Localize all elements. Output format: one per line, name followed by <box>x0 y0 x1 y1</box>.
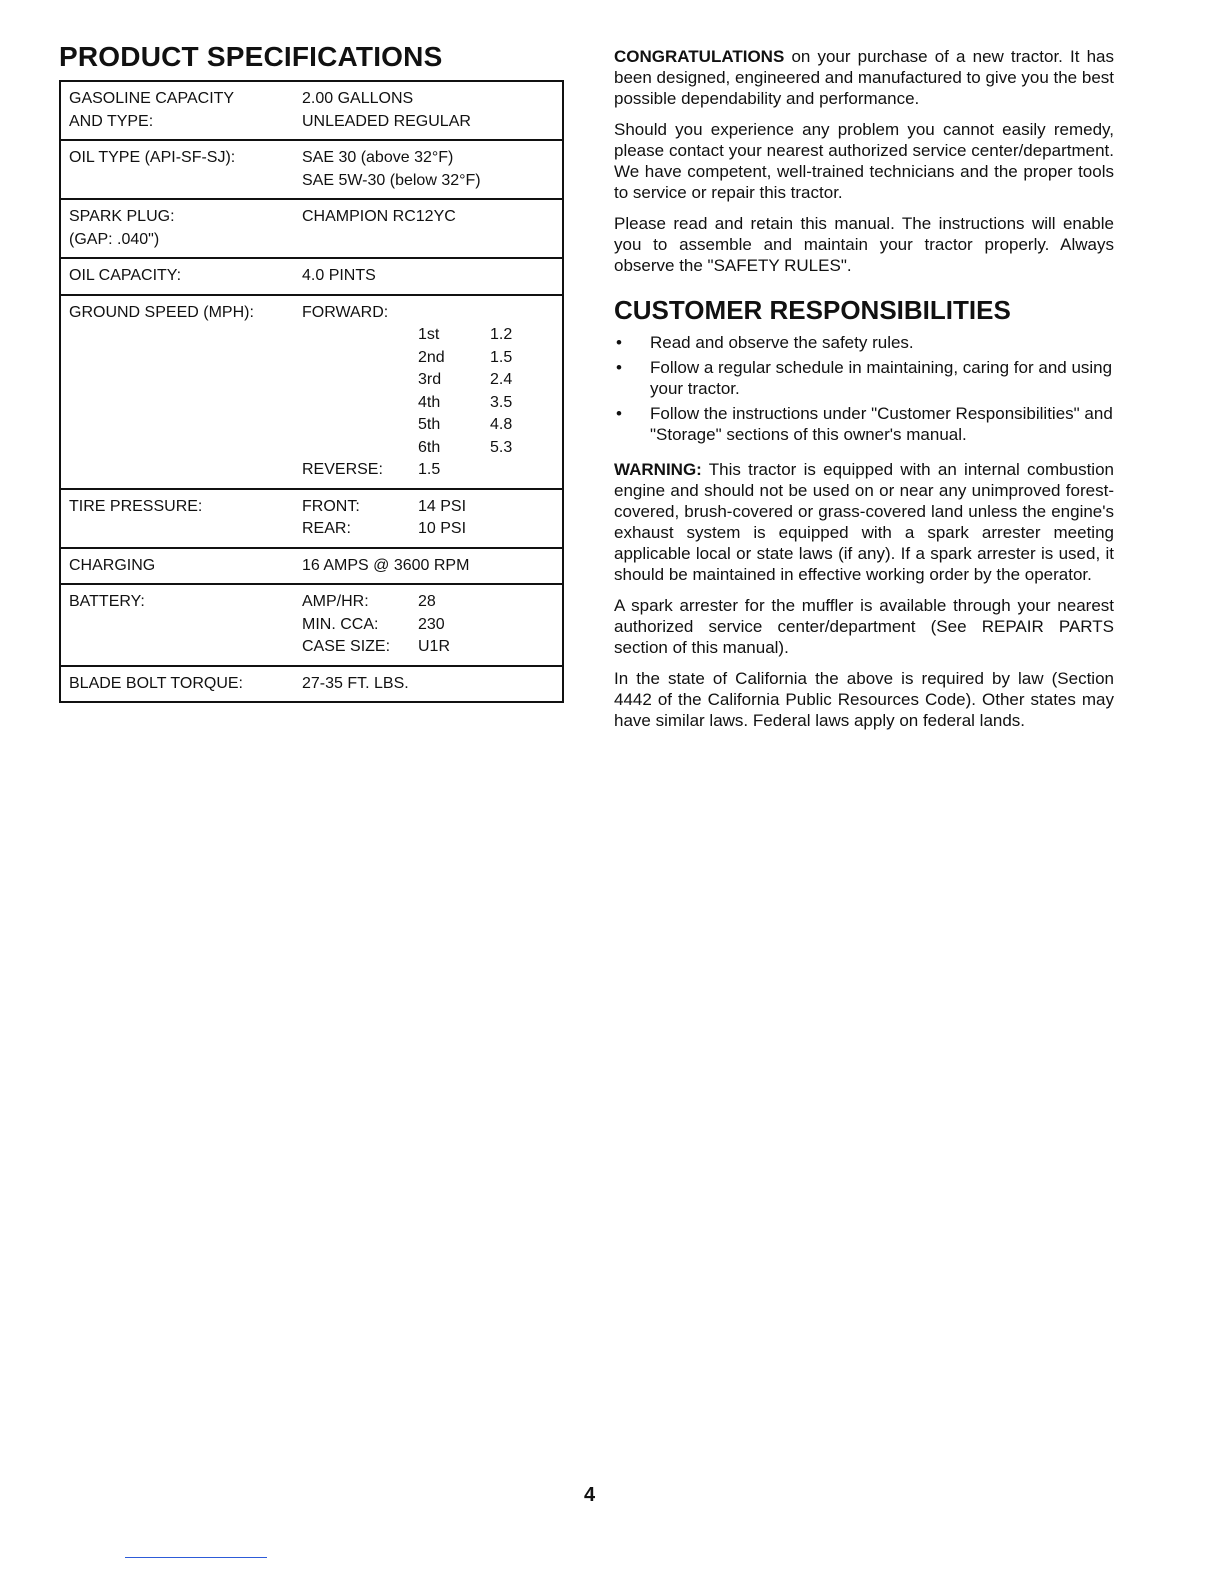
front-tire-row <box>302 496 554 519</box>
spec-row-tire-pressure <box>61 488 562 547</box>
ground-speed-label: GROUND SPEED (MPH): <box>69 303 254 321</box>
spec-label <box>69 88 302 133</box>
blade-torque-value: 27-35 FT. LBS. <box>302 674 409 692</box>
product-specifications-section <box>59 40 564 703</box>
warning-text: This tractor is equipped with an internal combustion engine and should not be used on or near any unimproved forest-covered, brush-covered or grass-covered land unless the engine's exhaust system is equipped with a spark arrester meeting applicable local or state laws (if any). If a spark arrester is used, it should be maintained in effective working order by the operator. <box>614 460 1114 584</box>
spec-row-oil-capacity <box>61 257 562 294</box>
oil-type-label: OIL TYPE (API-SF-SJ): <box>69 149 236 166</box>
charging-label: CHARGING <box>69 556 156 574</box>
retain-manual-paragraph: Please read and retain this manual. The instructions will enable you to assemble and maintain your tractor properly. Always observe the "SAFETY RULES". <box>614 214 1114 275</box>
cca-label: MIN. CCA: <box>302 615 379 633</box>
responsibilities-title: CUSTOMER RESPONSIBILITIES <box>614 295 1011 325</box>
gear-row <box>302 437 554 460</box>
spec-label <box>69 206 302 251</box>
bullet-icon: • <box>616 358 622 377</box>
bullet-icon: • <box>616 404 622 423</box>
spec-value <box>302 496 554 541</box>
amp-hr-label: AMP/HR: <box>302 593 369 610</box>
spec-value <box>302 591 554 659</box>
charging-value: 16 AMPS @ 3600 RPM <box>302 556 470 574</box>
responsibility-text: Follow a regular schedule in maintaining, caring for and using your tractor. <box>650 358 1113 398</box>
spark-plug-value: CHAMPION RC12YC <box>302 208 456 225</box>
spec-row-spark-plug <box>61 198 562 257</box>
spark-plug-label: SPARK PLUG: <box>69 208 175 225</box>
spec-row-ground-speed <box>61 294 562 488</box>
specifications-title: PRODUCT SPECIFICATIONS <box>59 41 443 72</box>
amp-hr-value: 28 <box>418 593 436 610</box>
oil-type-value-cold: SAE 5W-30 (below 32°F) <box>302 171 481 189</box>
gear-speed: 5.3 <box>490 438 513 456</box>
gear-speed: 4.8 <box>490 416 513 433</box>
oil-capacity-value: 4.0 PINTS <box>302 267 376 284</box>
case-size-value: U1R <box>418 638 451 655</box>
oil-capacity-label: OIL CAPACITY: <box>69 267 182 284</box>
gear-row <box>302 414 554 437</box>
spec-value <box>302 302 554 482</box>
responsibility-text: Read and observe the safety rules. <box>650 333 914 352</box>
gear-speed: 1.5 <box>490 348 513 366</box>
gear-name: 5th <box>418 416 441 433</box>
reverse-value: 1.5 <box>418 461 441 478</box>
reverse-label: REVERSE: <box>302 461 383 478</box>
responsibilities-list <box>614 332 1114 445</box>
warning-label: WARNING: <box>614 460 702 479</box>
list-item <box>614 403 1114 445</box>
gear-name: 3rd <box>418 371 442 388</box>
gear-name: 2nd <box>418 348 445 366</box>
gear-speed: 1.2 <box>490 326 513 343</box>
cca-value: 230 <box>418 615 445 633</box>
gear-row <box>302 369 554 392</box>
gasoline-type-value: UNLEADED REGULAR <box>302 112 471 130</box>
gear-row <box>302 347 554 370</box>
reverse-row <box>302 459 554 482</box>
list-item <box>614 357 1114 399</box>
oil-type-value-warm: SAE 30 (above 32°F) <box>302 149 454 166</box>
congratulations-heading: CONGRATULATIONS <box>614 47 785 66</box>
gear-speed: 2.4 <box>490 371 513 388</box>
forward-label: FORWARD: <box>302 303 389 321</box>
spec-value <box>302 147 554 192</box>
gear-row <box>302 392 554 415</box>
gasoline-label-line1: GASOLINE CAPACITY <box>69 90 235 107</box>
responsibility-text: Follow the instructions under "Customer Responsibilities" and "Storage" sections of this owner's manual. <box>650 404 1113 444</box>
spec-row-blade-torque <box>61 665 562 702</box>
gear-row <box>302 324 554 347</box>
problem-paragraph: Should you experience any problem you cannot easily remedy, please contact your nearest authorized service center/department. We have competent, well-trained technicians and the proper tools to service or repair this tractor. <box>614 120 1114 202</box>
gear-speed: 3.5 <box>490 393 513 411</box>
case-size-label: CASE SIZE: <box>302 638 391 655</box>
gasoline-capacity-value: 2.00 GALLONS <box>302 90 414 107</box>
case-size-row <box>302 636 554 659</box>
front-label: FRONT: <box>302 497 360 515</box>
congratulations-text: on your purchase of a new tractor. It has been designed, engineered and manufactured to give you the best possible dependability and performance. <box>614 47 1114 108</box>
gear-name: 4th <box>418 393 441 411</box>
footer-divider <box>125 1557 267 1558</box>
california-paragraph: In the state of California the above is required by law (Section 4442 of the California Public Resources Code). Other states may have similar laws. Federal laws apply on federal lands. <box>614 669 1114 730</box>
specifications-table <box>59 80 564 703</box>
spark-plug-gap-label: (GAP: .040") <box>69 230 160 248</box>
tire-pressure-label: TIRE PRESSURE: <box>69 497 203 515</box>
intro-section <box>614 46 1114 741</box>
amp-hr-row <box>302 591 554 614</box>
list-item <box>614 332 1114 353</box>
blade-torque-label: BLADE BOLT TORQUE: <box>69 674 243 692</box>
spec-value <box>302 88 554 133</box>
bullet-icon: • <box>616 333 622 352</box>
spec-row-oil-type <box>61 139 562 198</box>
front-value: 14 PSI <box>418 497 467 515</box>
rear-value: 10 PSI <box>418 520 467 537</box>
page-number: 4 <box>584 1484 596 1506</box>
gasoline-label-line2: AND TYPE: <box>69 112 154 130</box>
spec-row-charging <box>61 547 562 584</box>
cca-row <box>302 614 554 637</box>
rear-label: REAR: <box>302 520 351 537</box>
congratulations-paragraph <box>614 46 1114 109</box>
spec-row-battery <box>61 583 562 665</box>
rear-tire-row <box>302 518 554 541</box>
spec-row-gasoline <box>61 82 562 139</box>
spark-arrester-paragraph: A spark arrester for the muffler is available through your nearest authorized service center/department (See REPAIR PARTS section of this manual). <box>614 596 1114 657</box>
battery-label: BATTERY: <box>69 593 145 610</box>
warning-paragraph <box>614 459 1114 585</box>
gear-name: 6th <box>418 438 441 456</box>
gear-name: 1st <box>418 326 440 343</box>
